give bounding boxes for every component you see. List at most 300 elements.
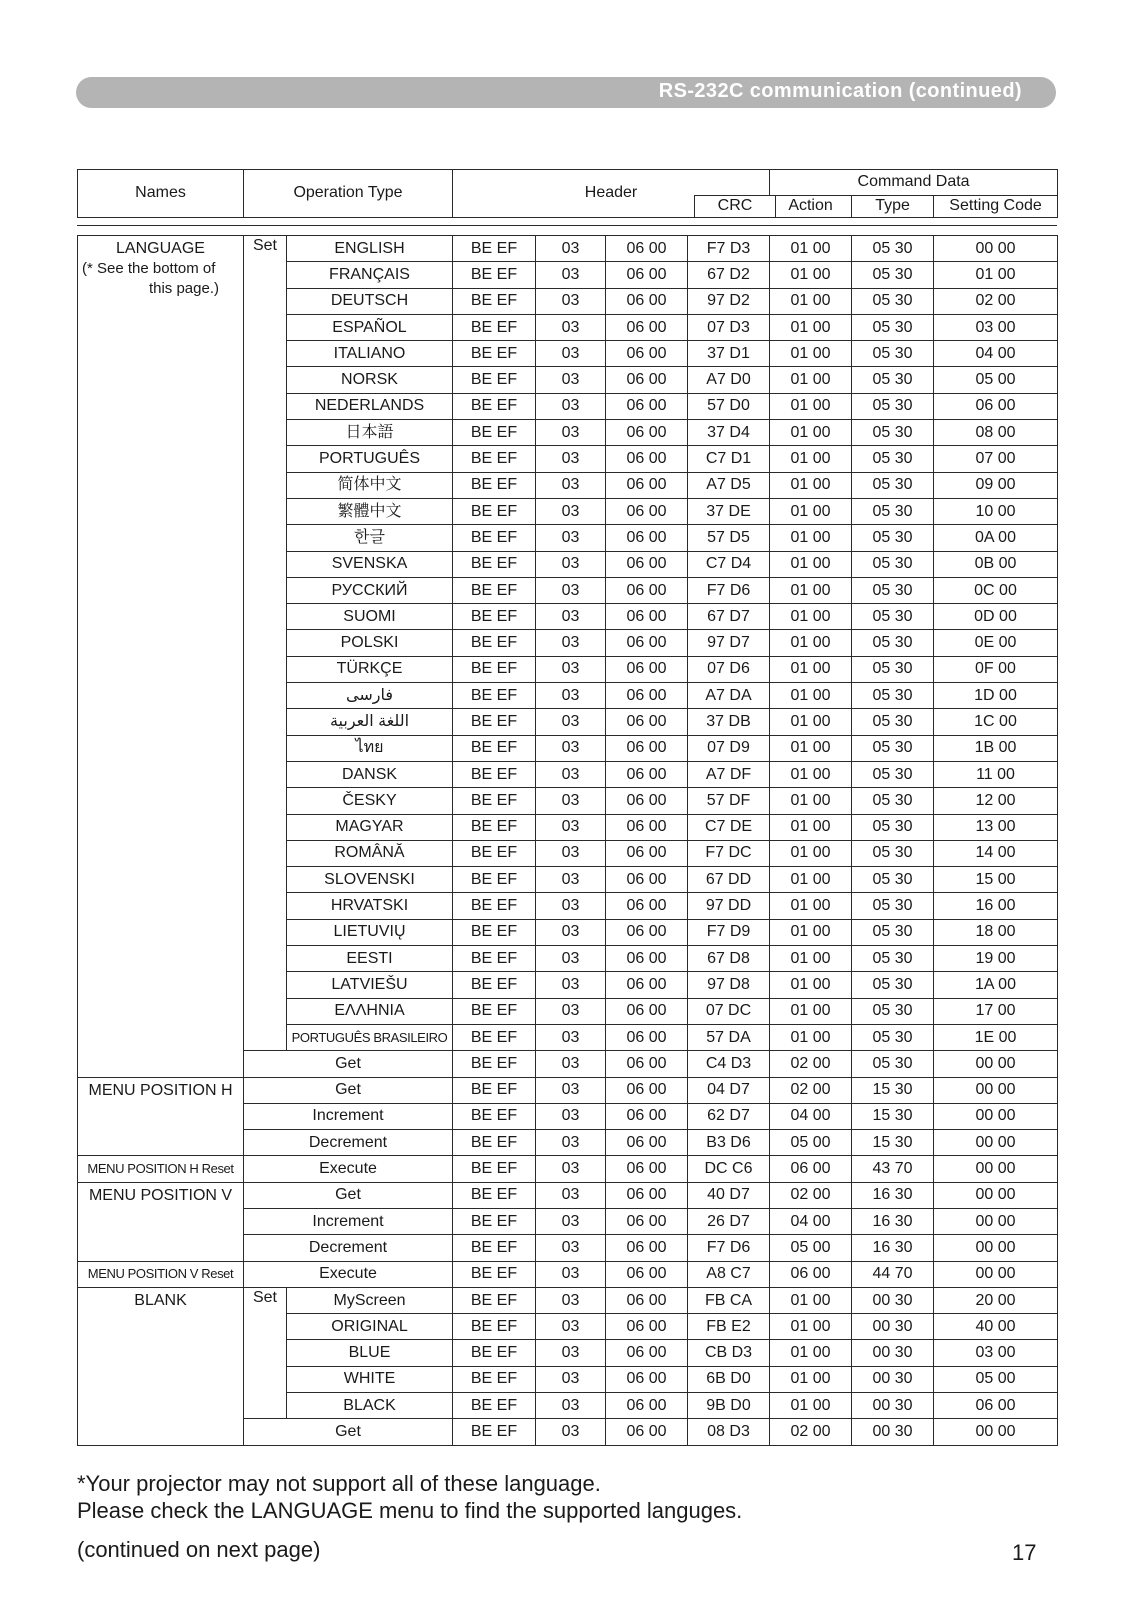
header-byte-be-ef: BE EF <box>453 998 536 1024</box>
setting-value-cell: ΕΛΛΗΝΙΑ <box>287 998 453 1024</box>
header-byte-03: 03 <box>536 314 606 340</box>
action-cell: 04 00 <box>770 1103 852 1129</box>
setting-code-cell: 11 00 <box>934 761 1058 787</box>
action-cell: 01 00 <box>770 735 852 761</box>
action-cell: 01 00 <box>770 1366 852 1392</box>
crc-cell: F7 D6 <box>688 1235 770 1261</box>
header-byte-06-00: 06 00 <box>606 262 688 288</box>
action-cell: 01 00 <box>770 1287 852 1313</box>
header-byte-06-00: 06 00 <box>606 867 688 893</box>
setting-code-cell: 08 00 <box>934 420 1058 446</box>
action-cell: 01 00 <box>770 288 852 314</box>
operation-cell: Get <box>244 1051 453 1077</box>
header-command-data: Command Data <box>770 170 1058 196</box>
crc-cell: FB CA <box>688 1287 770 1313</box>
header-byte-be-ef: BE EF <box>453 1103 536 1129</box>
header-byte-03: 03 <box>536 1077 606 1103</box>
crc-cell: FB E2 <box>688 1314 770 1340</box>
footnote-line-2: Please check the LANGUAGE menu to find the supported languges. <box>77 1498 743 1523</box>
type-cell: 43 70 <box>852 1156 934 1182</box>
header-byte-03: 03 <box>536 972 606 998</box>
action-cell: 01 00 <box>770 998 852 1024</box>
type-cell: 05 30 <box>852 683 934 709</box>
action-cell: 01 00 <box>770 236 852 262</box>
crc-cell: 67 D7 <box>688 604 770 630</box>
type-cell: 05 30 <box>852 893 934 919</box>
crc-cell: 04 D7 <box>688 1077 770 1103</box>
header-byte-03: 03 <box>536 498 606 524</box>
setting-code-cell: 00 00 <box>934 1419 1058 1445</box>
header-byte-be-ef: BE EF <box>453 367 536 393</box>
action-cell: 01 00 <box>770 341 852 367</box>
operation-cell: Increment <box>244 1208 453 1234</box>
header-byte-03: 03 <box>536 446 606 472</box>
command-name-cell <box>78 1156 244 1182</box>
header-byte-03: 03 <box>536 1156 606 1182</box>
header-byte-06-00: 06 00 <box>606 735 688 761</box>
header-byte-03: 03 <box>536 262 606 288</box>
setting-value-cell: HRVATSKI <box>287 893 453 919</box>
table-row <box>78 1156 1058 1182</box>
action-cell: 02 00 <box>770 1182 852 1208</box>
header-byte-06-00: 06 00 <box>606 577 688 603</box>
action-cell: 02 00 <box>770 1419 852 1445</box>
crc-cell: 07 D3 <box>688 314 770 340</box>
type-cell: 00 30 <box>852 1340 934 1366</box>
action-cell: 01 00 <box>770 314 852 340</box>
header-byte-06-00: 06 00 <box>606 1366 688 1392</box>
operation-set-cell: Set <box>244 1287 287 1418</box>
setting-value-cell: MAGYAR <box>287 814 453 840</box>
command-name: MENU POSITION H Reset <box>87 1161 234 1177</box>
command-name-cell <box>78 236 244 1078</box>
crc-cell: C4 D3 <box>688 1051 770 1077</box>
type-cell: 05 30 <box>852 420 934 446</box>
setting-value-cell: LATVIEŠU <box>287 972 453 998</box>
crc-cell: 57 D5 <box>688 525 770 551</box>
header-byte-be-ef: BE EF <box>453 656 536 682</box>
header-byte-06-00: 06 00 <box>606 1130 688 1156</box>
header-byte-06-00: 06 00 <box>606 919 688 945</box>
action-cell: 01 00 <box>770 367 852 393</box>
setting-value-cell: BLACK <box>287 1393 453 1419</box>
setting-code-cell: 14 00 <box>934 840 1058 866</box>
header-byte-06-00: 06 00 <box>606 709 688 735</box>
setting-code-cell: 16 00 <box>934 893 1058 919</box>
setting-value-cell: ORIGINAL <box>287 1314 453 1340</box>
type-cell: 05 30 <box>852 1051 934 1077</box>
action-cell: 01 00 <box>770 551 852 577</box>
command-table <box>77 235 1058 1446</box>
command-name: LANGUAGE <box>116 240 205 257</box>
header-byte-06-00: 06 00 <box>606 998 688 1024</box>
header-byte-06-00: 06 00 <box>606 946 688 972</box>
crc-cell: 07 D6 <box>688 656 770 682</box>
type-cell: 00 30 <box>852 1366 934 1392</box>
setting-value-cell: 繁體中文 <box>287 498 453 524</box>
header-byte-be-ef: BE EF <box>453 341 536 367</box>
type-cell: 15 30 <box>852 1130 934 1156</box>
type-cell: 00 30 <box>852 1287 934 1313</box>
type-cell: 16 30 <box>852 1235 934 1261</box>
setting-code-cell: 00 00 <box>934 1261 1058 1287</box>
header-byte-06-00: 06 00 <box>606 1419 688 1445</box>
setting-code-cell: 0C 00 <box>934 577 1058 603</box>
crc-cell: F7 DC <box>688 840 770 866</box>
header-byte-be-ef: BE EF <box>453 1208 536 1234</box>
action-cell: 01 00 <box>770 972 852 998</box>
header-byte-06-00: 06 00 <box>606 1287 688 1313</box>
action-cell: 01 00 <box>770 1314 852 1340</box>
setting-code-cell: 0D 00 <box>934 604 1058 630</box>
header-byte-03: 03 <box>536 998 606 1024</box>
header-byte-03: 03 <box>536 288 606 314</box>
header-crc-label: CRC <box>717 197 753 214</box>
setting-value-cell: EESTI <box>287 946 453 972</box>
header-byte-06-00: 06 00 <box>606 446 688 472</box>
header-byte-be-ef: BE EF <box>453 946 536 972</box>
crc-cell: A7 DA <box>688 683 770 709</box>
header-byte-be-ef: BE EF <box>453 288 536 314</box>
type-cell: 05 30 <box>852 472 934 498</box>
crc-cell: C7 DE <box>688 814 770 840</box>
header-byte-06-00: 06 00 <box>606 656 688 682</box>
crc-cell: 9B D0 <box>688 1393 770 1419</box>
header-byte-03: 03 <box>536 367 606 393</box>
action-cell: 01 00 <box>770 919 852 945</box>
setting-code-cell: 06 00 <box>934 1393 1058 1419</box>
crc-cell: F7 D9 <box>688 919 770 945</box>
crc-cell: 97 D2 <box>688 288 770 314</box>
header-byte-06-00: 06 00 <box>606 472 688 498</box>
header-byte-be-ef: BE EF <box>453 709 536 735</box>
type-cell: 05 30 <box>852 709 934 735</box>
action-cell: 01 00 <box>770 761 852 787</box>
action-cell: 01 00 <box>770 709 852 735</box>
crc-cell: A8 C7 <box>688 1261 770 1287</box>
operation-set-cell: Set <box>244 236 287 1051</box>
type-cell: 05 30 <box>852 867 934 893</box>
setting-value-cell: ENGLISH <box>287 236 453 262</box>
header-byte-06-00: 06 00 <box>606 604 688 630</box>
type-cell: 00 30 <box>852 1393 934 1419</box>
command-name-cell <box>78 1182 244 1261</box>
crc-cell: 67 D2 <box>688 262 770 288</box>
action-cell: 01 00 <box>770 893 852 919</box>
setting-value-cell: SLOVENSKI <box>287 867 453 893</box>
setting-value-cell: LIETUVIŲ <box>287 919 453 945</box>
header-byte-06-00: 06 00 <box>606 1393 688 1419</box>
type-cell: 05 30 <box>852 604 934 630</box>
action-cell: 01 00 <box>770 1340 852 1366</box>
header-byte-be-ef: BE EF <box>453 420 536 446</box>
command-name: BLANK <box>134 1291 187 1309</box>
header-byte-06-00: 06 00 <box>606 367 688 393</box>
command-note-line-1: (* See the bottom of <box>82 260 216 277</box>
header-byte-be-ef: BE EF <box>453 393 536 419</box>
setting-code-cell: 00 00 <box>934 1182 1058 1208</box>
action-cell: 02 00 <box>770 1051 852 1077</box>
crc-cell: F7 D3 <box>688 236 770 262</box>
setting-value-cell: ESPAÑOL <box>287 314 453 340</box>
header-byte-06-00: 06 00 <box>606 1182 688 1208</box>
operation-cell: Get <box>244 1419 453 1445</box>
header-byte-06-00: 06 00 <box>606 236 688 262</box>
header-byte-be-ef: BE EF <box>453 1366 536 1392</box>
continued-note: (continued on next page) <box>77 1537 321 1562</box>
header-byte-be-ef: BE EF <box>453 630 536 656</box>
header-byte-be-ef: BE EF <box>453 498 536 524</box>
header-byte-be-ef: BE EF <box>453 893 536 919</box>
setting-value-cell: 简体中文 <box>287 472 453 498</box>
header-byte-be-ef: BE EF <box>453 761 536 787</box>
header-byte-03: 03 <box>536 1182 606 1208</box>
setting-code-cell: 40 00 <box>934 1314 1058 1340</box>
header-byte-be-ef: BE EF <box>453 1393 536 1419</box>
header-byte-be-ef: BE EF <box>453 551 536 577</box>
setting-code-cell: 17 00 <box>934 998 1058 1024</box>
type-cell: 05 30 <box>852 393 934 419</box>
header-byte-be-ef: BE EF <box>453 1314 536 1340</box>
command-name-cell <box>78 1077 244 1156</box>
action-cell: 01 00 <box>770 814 852 840</box>
type-cell: 00 30 <box>852 1419 934 1445</box>
type-cell: 05 30 <box>852 551 934 577</box>
setting-code-cell: 12 00 <box>934 788 1058 814</box>
setting-code-cell: 10 00 <box>934 498 1058 524</box>
setting-code-cell: 05 00 <box>934 367 1058 393</box>
crc-cell: 97 D7 <box>688 630 770 656</box>
type-cell: 05 30 <box>852 446 934 472</box>
setting-value-cell: DEUTSCH <box>287 288 453 314</box>
crc-cell: 07 DC <box>688 998 770 1024</box>
setting-code-cell: 00 00 <box>934 236 1058 262</box>
command-name-cell <box>78 1261 244 1287</box>
crc-cell: 97 D8 <box>688 972 770 998</box>
type-cell: 05 30 <box>852 998 934 1024</box>
header-byte-03: 03 <box>536 946 606 972</box>
operation-cell: Get <box>244 1182 453 1208</box>
crc-cell: 57 D0 <box>688 393 770 419</box>
banner-title: RS-232C communication (continued) <box>658 80 1022 102</box>
crc-cell: C7 D4 <box>688 551 770 577</box>
header-byte-be-ef: BE EF <box>453 1024 536 1050</box>
type-cell: 05 30 <box>852 840 934 866</box>
crc-cell: 37 DE <box>688 498 770 524</box>
header-byte-03: 03 <box>536 1103 606 1129</box>
setting-code-cell: 00 00 <box>934 1103 1058 1129</box>
header-byte-03: 03 <box>536 1419 606 1445</box>
header-byte-03: 03 <box>536 1208 606 1234</box>
header-byte-03: 03 <box>536 1261 606 1287</box>
header-byte-03: 03 <box>536 341 606 367</box>
header-byte-be-ef: BE EF <box>453 814 536 840</box>
setting-value-cell: TÜRKÇE <box>287 656 453 682</box>
setting-value-cell: 日本語 <box>287 420 453 446</box>
setting-value-cell: ITALIANO <box>287 341 453 367</box>
setting-code-cell: 1B 00 <box>934 735 1058 761</box>
header-byte-06-00: 06 00 <box>606 341 688 367</box>
type-cell: 05 30 <box>852 341 934 367</box>
header-byte-06-00: 06 00 <box>606 788 688 814</box>
header-byte-03: 03 <box>536 656 606 682</box>
type-cell: 05 30 <box>852 919 934 945</box>
header-byte-06-00: 06 00 <box>606 1103 688 1129</box>
header-byte-be-ef: BE EF <box>453 1261 536 1287</box>
setting-code-cell: 1C 00 <box>934 709 1058 735</box>
type-cell: 16 30 <box>852 1182 934 1208</box>
setting-value-cell: FRANÇAIS <box>287 262 453 288</box>
header-byte-03: 03 <box>536 814 606 840</box>
action-cell: 01 00 <box>770 393 852 419</box>
crc-cell: 57 DF <box>688 788 770 814</box>
setting-code-cell: 06 00 <box>934 393 1058 419</box>
setting-code-cell: 20 00 <box>934 1287 1058 1313</box>
crc-cell: A7 DF <box>688 761 770 787</box>
header-byte-be-ef: BE EF <box>453 314 536 340</box>
command-name-cell <box>78 1287 244 1445</box>
setting-code-cell: 05 00 <box>934 1366 1058 1392</box>
crc-cell: 67 D8 <box>688 946 770 972</box>
action-cell: 01 00 <box>770 420 852 446</box>
header-byte-03: 03 <box>536 761 606 787</box>
crc-cell: 62 D7 <box>688 1103 770 1129</box>
header-byte-be-ef: BE EF <box>453 1287 536 1313</box>
action-cell: 06 00 <box>770 1261 852 1287</box>
type-cell: 05 30 <box>852 498 934 524</box>
setting-code-cell: 0E 00 <box>934 630 1058 656</box>
setting-value-cell: WHITE <box>287 1366 453 1392</box>
setting-code-cell: 00 00 <box>934 1077 1058 1103</box>
header-byte-06-00: 06 00 <box>606 498 688 524</box>
header-byte-be-ef: BE EF <box>453 1340 536 1366</box>
command-name: MENU POSITION H <box>88 1081 233 1099</box>
type-cell: 05 30 <box>852 262 934 288</box>
setting-value-cell: SVENSKA <box>287 551 453 577</box>
crc-cell: 40 D7 <box>688 1182 770 1208</box>
action-cell: 01 00 <box>770 262 852 288</box>
operation-cell: Decrement <box>244 1130 453 1156</box>
action-cell: 01 00 <box>770 840 852 866</box>
setting-code-cell: 00 00 <box>934 1235 1058 1261</box>
header-byte-03: 03 <box>536 577 606 603</box>
header-byte-03: 03 <box>536 1393 606 1419</box>
header-byte-03: 03 <box>536 1314 606 1340</box>
table-row <box>78 1261 1058 1287</box>
setting-value-cell: MyScreen <box>287 1287 453 1313</box>
header-byte-06-00: 06 00 <box>606 1077 688 1103</box>
action-cell: 01 00 <box>770 656 852 682</box>
setting-code-cell: 00 00 <box>934 1130 1058 1156</box>
header-byte-06-00: 06 00 <box>606 1051 688 1077</box>
command-name: MENU POSITION V Reset <box>87 1266 234 1282</box>
header-byte-03: 03 <box>536 788 606 814</box>
setting-code-cell: 02 00 <box>934 288 1058 314</box>
crc-cell: A7 D5 <box>688 472 770 498</box>
type-cell: 05 30 <box>852 314 934 340</box>
action-cell: 01 00 <box>770 1393 852 1419</box>
command-name: MENU POSITION V <box>88 1186 233 1204</box>
type-cell: 05 30 <box>852 735 934 761</box>
type-cell: 05 30 <box>852 288 934 314</box>
header-byte-03: 03 <box>536 393 606 419</box>
header-byte-03: 03 <box>536 604 606 630</box>
setting-code-cell: 0F 00 <box>934 656 1058 682</box>
header-byte-be-ef: BE EF <box>453 1077 536 1103</box>
setting-value-cell: اللغة العربية <box>287 709 453 735</box>
setting-code-cell: 1E 00 <box>934 1024 1058 1050</box>
setting-code-cell: 00 00 <box>934 1051 1058 1077</box>
header-byte-be-ef: BE EF <box>453 735 536 761</box>
header-byte-be-ef: BE EF <box>453 840 536 866</box>
crc-cell: B3 D6 <box>688 1130 770 1156</box>
setting-value-cell: فارسی <box>287 683 453 709</box>
setting-code-cell: 01 00 <box>934 262 1058 288</box>
header-byte-03: 03 <box>536 683 606 709</box>
header-byte-06-00: 06 00 <box>606 972 688 998</box>
action-cell: 01 00 <box>770 788 852 814</box>
header-byte-03: 03 <box>536 525 606 551</box>
action-cell: 01 00 <box>770 683 852 709</box>
crc-cell: 97 DD <box>688 893 770 919</box>
header-byte-06-00: 06 00 <box>606 420 688 446</box>
action-cell: 01 00 <box>770 472 852 498</box>
header-byte-be-ef: BE EF <box>453 236 536 262</box>
header-byte-03: 03 <box>536 1235 606 1261</box>
action-cell: 04 00 <box>770 1208 852 1234</box>
header-byte-03: 03 <box>536 472 606 498</box>
header-crc-box <box>694 195 776 217</box>
setting-value-cell: NORSK <box>287 367 453 393</box>
crc-cell: 37 D4 <box>688 420 770 446</box>
setting-code-cell: 19 00 <box>934 946 1058 972</box>
header-byte-06-00: 06 00 <box>606 1156 688 1182</box>
header-byte-03: 03 <box>536 840 606 866</box>
header-byte-be-ef: BE EF <box>453 683 536 709</box>
action-cell: 01 00 <box>770 525 852 551</box>
header-byte-be-ef: BE EF <box>453 1235 536 1261</box>
header-setting-code: Setting Code <box>934 196 1058 218</box>
type-cell: 05 30 <box>852 814 934 840</box>
type-cell: 05 30 <box>852 630 934 656</box>
header-byte-06-00: 06 00 <box>606 1235 688 1261</box>
header-byte-03: 03 <box>536 709 606 735</box>
setting-value-cell: NEDERLANDS <box>287 393 453 419</box>
action-cell: 01 00 <box>770 867 852 893</box>
action-cell: 01 00 <box>770 498 852 524</box>
header-byte-03: 03 <box>536 1024 606 1050</box>
header-byte-06-00: 06 00 <box>606 893 688 919</box>
header-byte-03: 03 <box>536 1366 606 1392</box>
header-byte-03: 03 <box>536 551 606 577</box>
setting-value-cell: 한글 <box>287 525 453 551</box>
setting-value-cell: ROMÂNĂ <box>287 840 453 866</box>
header-byte-03: 03 <box>536 867 606 893</box>
table-row <box>78 1287 1058 1313</box>
type-cell: 44 70 <box>852 1261 934 1287</box>
type-cell: 05 30 <box>852 761 934 787</box>
header-byte-06-00: 06 00 <box>606 1261 688 1287</box>
table-row <box>78 1182 1058 1208</box>
crc-cell: CB D3 <box>688 1340 770 1366</box>
type-cell: 05 30 <box>852 656 934 682</box>
type-cell: 05 30 <box>852 972 934 998</box>
type-cell: 05 30 <box>852 946 934 972</box>
header-byte-06-00: 06 00 <box>606 1340 688 1366</box>
setting-value-cell: PORTUGUÊS BRASILEIRO <box>287 1024 453 1050</box>
header-byte-06-00: 06 00 <box>606 761 688 787</box>
header-byte-be-ef: BE EF <box>453 972 536 998</box>
